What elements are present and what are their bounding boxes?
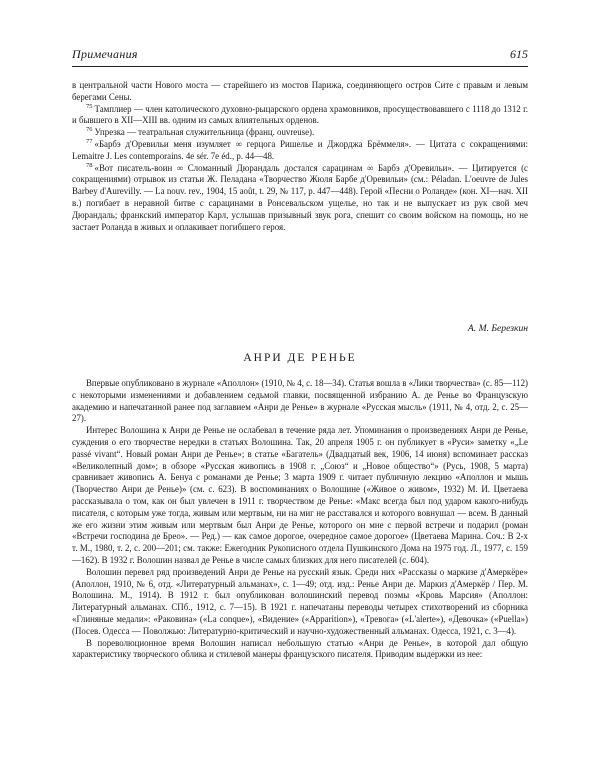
note-number: 78 bbox=[86, 161, 93, 169]
note-text: «Вот писатель-воин ∞ Сломанный Дюрандаль достался сарацинам ∞ Барбэ д'Оревильи». — Цитируется (с сокращениями) отрывок из статьи Ж. Пеладана «Творчество Жюля Барбе д'Оревильи» (см.: Péladan. L'oeuvre de Jules Barbey d'Aurevilly. — La nouv. rev., 1904, 15 août, t. 29, № 117, p. 447—448). Герой «Песни о Роланде» (кон. XI—нач. XII в.) погибает в неравной битве с сарацинами в Ронсевальском ущелье, но так и не выпускает из рук свой меч Дюрандаль; франкский император Карл, услышав призывный звук рога, спешит со своим войском на помощь, но не застает Роланда в живых и оплакивает погибшего героя. bbox=[72, 162, 528, 232]
note-text: Упрезка — театральная служительница (франц. ouvreuse). bbox=[94, 127, 315, 138]
note-78 bbox=[72, 163, 528, 234]
note-number: 77 bbox=[86, 138, 93, 146]
section-paragraph: Интерес Волошина к Анри де Ренье не ослабевал в течение ряда лет. Упоминания о произведениях Анри де Ренье, суждения о его творчестве нередки в статьях Волошина. Так, 20 апреля 1905 г. он публикует в «Руси» заметку «„Le passé vivant“. Новый роман Анри де Ренье»; в статье «Багатель» (Двадцатый век, 1906, 14 июня) вспоминает рассказ «Великолепный дом»; в обзоре «Русская живопись в 1908 г. „Союз“ и „Новое общество“» (Русь, 1908, 5 марта) сравнивает живопись А. Бенуа с романами де Ренье; 3 марта 1909 г. читает публичную лекцию «Аполлон и мышь (Творчество Анри де Ренье)» (см. с. 623). В воспоминаниях о Волошине («Живое о живом», 1932) М. И. Цветаева рассказывала о том, как он был увлечен в 1911 г. творчеством де Ренье: «Макс всегда был под ударом какого-нибудь писателя, с которым уже тогда, живым или мертвым, ни на миг не расставался и которого вовнушал — всем. В данный же его жизни этим живым или мертвым был Анри де Ренье, которого он мне с первой встречи и подарил (роман «Встречи господина де Брео». — Ред.) — как самое дорогое, очередное самое дорогое» (Цветаева Марина. Соч.: В 2-х т. М., 1980, т. 2, с. 200—201; см. также: Ежегодник Рукописного отдела Пушкинского Дома на 1975 год. Л., 1977, с. 159—162). В 1932 г. Волошин назвал де Ренье в числе самых близких для него писателей (с. 604). bbox=[72, 425, 528, 565]
running-header bbox=[72, 44, 528, 67]
section-body bbox=[72, 378, 528, 661]
note-text: «Барбэ д'Оревильи меня изумляет ∞ герцога Ришелье и Джорджа Брёммеля». — Цитата с сокращениями: Lemaitre J. Les contemporains. 4e sér. 7e éd., p. 44—48. bbox=[72, 138, 528, 161]
note-77 bbox=[72, 139, 528, 163]
note-text: Тамплиер — член католического духовно-рыцарского ордена храмовников, просуществовавшего с 1118 до 1312 г. и бывшего в XII—XIII вв. одним из самых влиятельных орденов. bbox=[72, 103, 528, 126]
section-title: АНРИ ДЕ РЕНЬЕ bbox=[243, 352, 357, 364]
running-title: Примечания bbox=[72, 47, 138, 61]
note-76 bbox=[72, 127, 528, 139]
author-signature: А. М. Березкин bbox=[467, 323, 528, 334]
section-paragraph: В пореволюционное время Волошин написал небольшую статью «Анри де Ренье», в которой дал общую характеристику творческого облика и стилевой манеры французского писателя. Приводим выдержки из нее: bbox=[72, 637, 528, 660]
note-75 bbox=[72, 104, 528, 128]
section-paragraph: Волошин перевел ряд произведений Анри де Ренье на русский язык. Среди них «Рассказы о маркизе д'Амеркёре» (Аполлон, 1910, № 6, отд. «Литературный альманах», с. 1—49; отд. изд.: Ренье Анри де. Маркиз д'Амеркёр / Пер. М. Волошина. М., 1914). В 1912 г. был опубликован волошинский перевод поэмы «Кровь Марсия» (Аполлон: Литературный альманах. СПб., 1912, с. 7—15). В 1921 г. напечатаны переводы четырех стихотворений из сборника «Глиняные медали»: «Раковина» («La conque»), «Видение» («Apparition»), «Тревога» («L'alerte»), «Девочка» («Puella») (Посев. Одесса — Поволжью: Литературно-критический и научно-художественный альманах. Одесса, 1921, с. 3—4). bbox=[72, 566, 528, 636]
notes-block bbox=[72, 80, 528, 233]
note-number: 75 bbox=[86, 102, 93, 110]
note-number: 76 bbox=[86, 126, 93, 134]
note-continuation: в центральной части Нового моста — старейшего из мостов Парижа, соединяющего остров Сите с правым и левым берегами Сены. bbox=[72, 80, 528, 102]
section-paragraph: Впервые опубликовано в журнале «Аполлон» (1910, № 4, с. 18—34). Статья вошла в «Лики творчества» (с. 85—112) с некоторыми изменениями и добавлением седьмой главки, посвященной избранию А. де Ренье во Французскую академию и напечатанной ранее под заглавием «Анри де Ренье» в журнале «Русская мысль» (1911, № 4, отд. 2, с. 25—27). bbox=[72, 378, 528, 424]
page-number: 615 bbox=[510, 47, 528, 61]
